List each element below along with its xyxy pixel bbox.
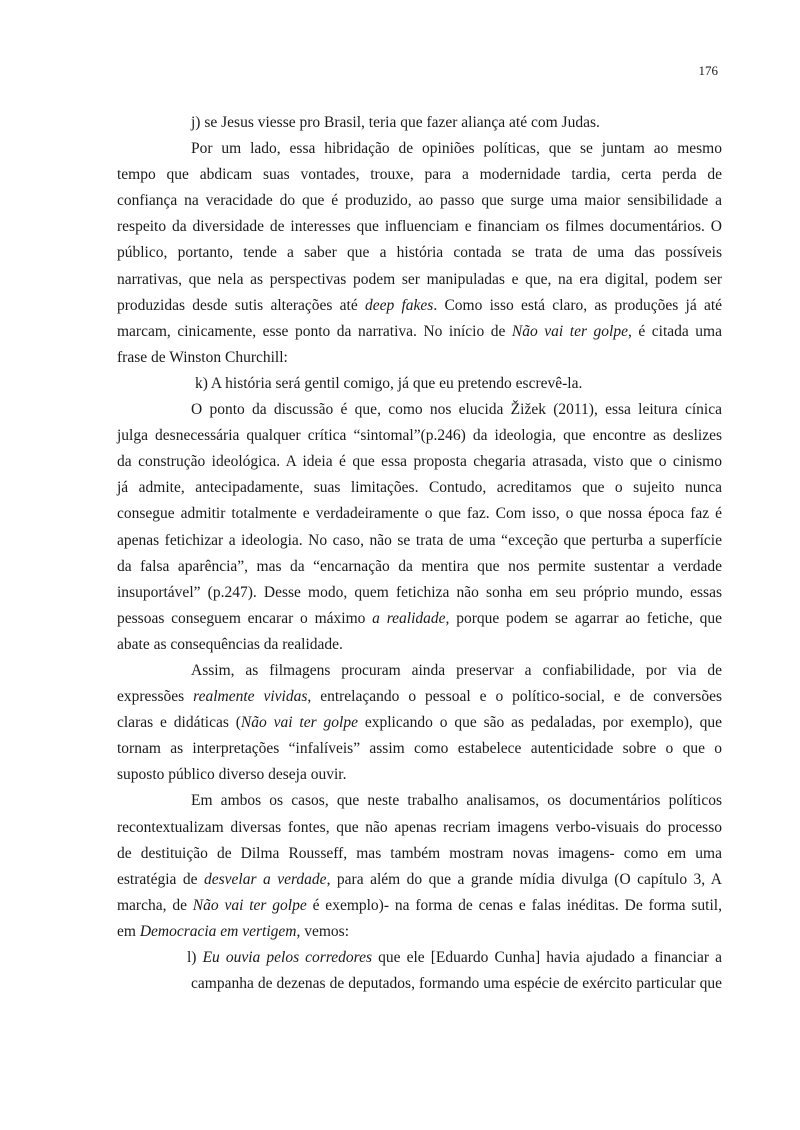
paragraph-line: da falsa aparência”, mas da “encarnação da mentira que nos permite sustentar a verdade	[117, 557, 722, 575]
block-quote-line: campanha de dezenas de deputados, formando uma espécie de exército particular que	[191, 975, 722, 993]
paragraph-line: pessoas conseguem encarar o máximo a realidade, porque podem se agarrar ao fetiche, que	[117, 609, 722, 627]
paragraph-line: recontextualizam diversas fontes, que não apenas recriam imagens verbo-visuais do processo	[117, 818, 722, 836]
example-item: k) A história será gentil comigo, já que eu pretendo escrevê-la.	[195, 374, 583, 392]
paragraph-line: confiança na veracidade do que é produzido, ao passo que surge uma maior sensibilidade a	[117, 192, 722, 210]
paragraph-line: marcha, de Não vai ter golpe é exemplo)- na forma de cenas e falas inéditas. De forma sutil,	[117, 896, 722, 914]
paragraph-line: julga desnecessária qualquer crítica “sintomal”(p.246) da ideologia, que encontre as deslizes	[117, 427, 722, 445]
paragraph-line: Por um lado, essa hibridação de opiniões políticas, que se juntam ao mesmo	[191, 140, 722, 158]
block-quote-line: l) Eu ouvia pelos corredores que ele [Eduardo Cunha] havia ajudado a financiar a	[187, 949, 722, 966]
page-number: 176	[698, 63, 718, 78]
paragraph-line: marcam, cinicamente, esse ponto da narrativa. No início de Não vai ter golpe, é citada uma	[117, 322, 722, 340]
example-item: j) se Jesus viesse pro Brasil, teria que fazer aliança até com Judas.	[191, 114, 600, 131]
paragraph-line: já admite, antecipadamente, suas limitações. Contudo, acreditamos que o sujeito nunca	[117, 479, 722, 497]
paragraph-line: produzidas desde sutis alterações até deep fakes. Como isso está claro, as produções já até	[117, 296, 723, 314]
paragraph-line: tornam as interpretações “infalíveis” assim como estabelece autenticidade sobre o que o	[117, 740, 722, 758]
paragraph-line: apenas fetichizar a ideologia. No caso, não se trata de uma “exceção que perturba a superfície	[117, 531, 722, 549]
paragraph-line: estratégia de desvelar a verdade, para além do que a grande mídia divulga (O capítulo 3, A	[117, 870, 722, 888]
paragraph-line: consegue admitir totalmente e verdadeiramente o que faz. Com isso, o que nossa época faz é	[117, 505, 722, 523]
paragraph-line: expressões realmente vividas, entrelaçando o pessoal e o político-social, e de conversões	[117, 688, 722, 706]
paragraph-line: abate as consequências da realidade.	[117, 635, 343, 653]
paragraph-line: de destituição de Dilma Rousseff, mas também mostram novas imagens- como em uma	[117, 844, 722, 862]
paragraph-line: insuportável” (p.247). Desse modo, quem fetichiza não sonha em seu próprio mundo, essas	[117, 583, 722, 601]
paragraph-line: público, portanto, tende a saber que a história contada se trata de uma das possíveis	[117, 244, 722, 262]
paragraph-line: suposto público diverso deseja ouvir.	[117, 766, 347, 784]
body-text	[117, 110, 722, 997]
paragraph-line: frase de Winston Churchill:	[117, 348, 288, 366]
paragraph-line: narrativas, que nela as perspectivas podem ser manipuladas e que, na era digital, podem ser	[117, 270, 722, 288]
paragraph-line: claras e didáticas (Não vai ter golpe explicando o que são as pedaladas, por exemplo), que	[117, 714, 722, 732]
paragraph-line: O ponto da discussão é que, como nos elucida Žižek (2011), essa leitura cínica	[191, 401, 722, 419]
paragraph-line: em Democracia em vertigem, vemos:	[117, 922, 350, 940]
paragraph-line: respeito da diversidade de interesses que influenciam e financiam os filmes documentários. O	[117, 218, 722, 236]
paragraph-line: Em ambos os casos, que neste trabalho analisamos, os documentários políticos	[191, 792, 722, 810]
paragraph-line: Assim, as filmagens procuram ainda preservar a confiabilidade, por via de	[191, 661, 722, 679]
paragraph-line: tempo que abdicam suas vontades, trouxe, para a modernidade tardia, certa perda de	[117, 166, 722, 184]
paragraph-line: da construção ideológica. A ideia é que essa proposta chegaria atrasada, visto que o cinismo	[117, 453, 722, 471]
